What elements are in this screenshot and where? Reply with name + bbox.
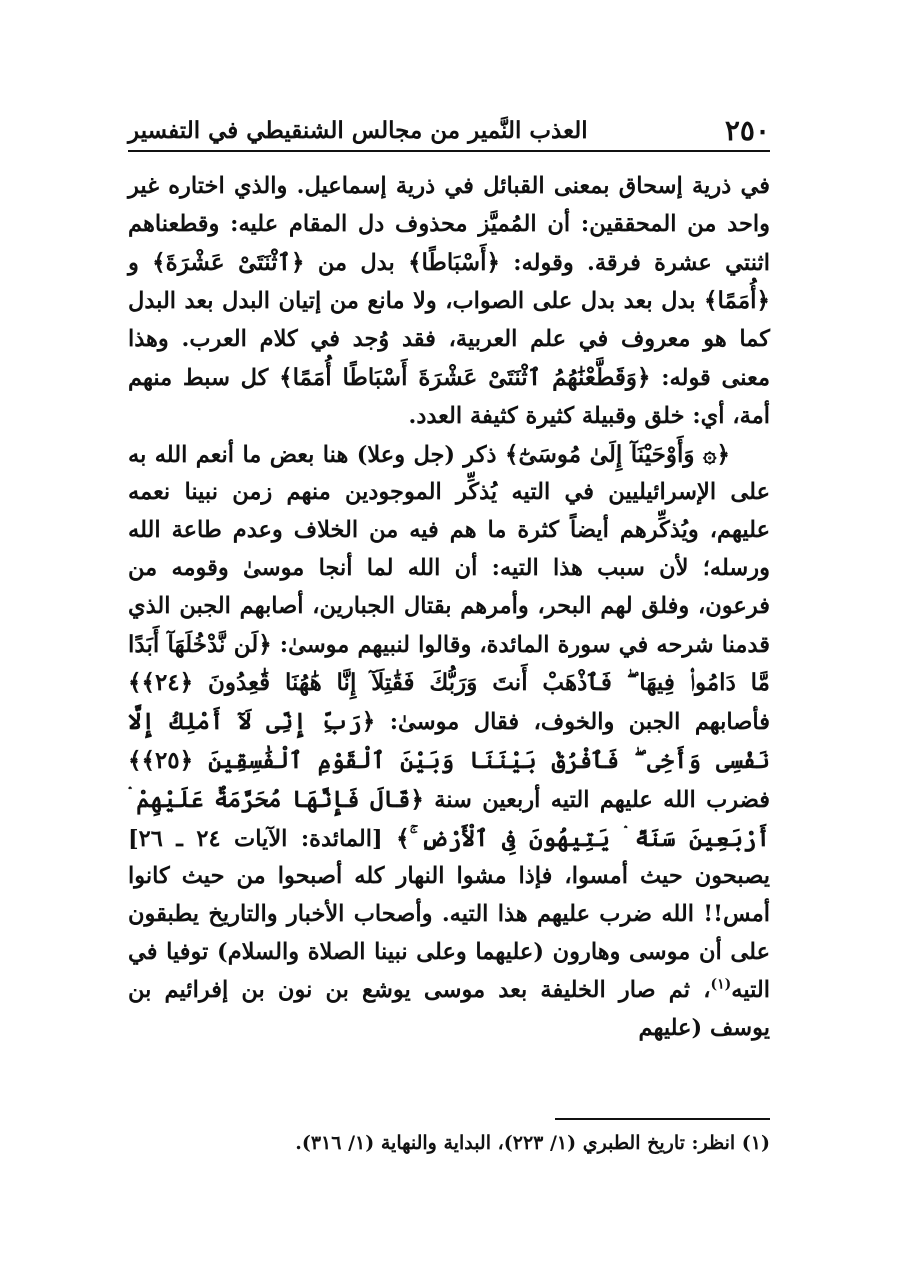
text-run: ، ثم صار الخليفة بعد موسى يوشع بن نون بن إفرائيم بن يوسف (عليهم	[128, 976, 770, 1041]
footnote-reference[interactable]: (١)	[710, 976, 732, 993]
text-run: بدل بعد بدل على الصواب، ولا مانع من إتيان البدل بعد البدل كما هو معروف في علم العربية، فقد وُجد في كلام العرب. وهذا معنى قوله:	[128, 288, 770, 391]
paragraph-1	[128, 168, 770, 436]
quran-quote: ﴿رَبِّ إِنِّى لَآ أَمْلِكُ إِلَّا نَفْسِى وَأَخِى ۖ فَٱفْرُقْ بَيْنَنَا وَبَيْنَ ٱلْقَوْمِ ٱلْفَٰسِقِينَ ﴿٢٥﴾﴾	[128, 708, 770, 774]
footnote: (١) انظر: تاريخ الطبري (١/ ٢٢٣)، البداية والنهاية (١/ ٣١٦).	[295, 1132, 770, 1154]
quran-quote: ﴿لَن نَّدْخُلَهَآ أَبَدًا مَّا دَامُوا۟ فِيهَا ۖ فَٱذْهَبْ أَنتَ وَرَبُّكَ فَقَٰتِلَآ إِنَّا هَٰهُنَا قَٰعِدُونَ ﴿٢٤﴾﴾	[128, 630, 770, 697]
quran-quote: ﴿قَالَ فَإِنَّهَا مُحَرَّمَةٌ عَلَيْهِمْ ۛ أَرْبَعِينَ سَنَةً ۛ يَتِيهُونَ فِى ٱلْأَرْضِ ۚ﴾	[128, 785, 770, 852]
quran-quote: ﴿ٱثْنَتَىْ عَشْرَةَ﴾	[152, 248, 305, 276]
body-text	[128, 168, 770, 1047]
page-number: ٢٥٠	[724, 114, 770, 147]
quran-quote: ﴿۞ وَأَوْحَيْنَآ إِلَىٰ مُوسَىٰٓ﴾	[504, 440, 730, 468]
footnote-rule	[555, 1118, 770, 1120]
paragraph-2	[128, 436, 770, 1048]
text-run: كل سبط منهم أمة، أي: خلق وقبيلة كثيرة كثيفة العدد.	[128, 364, 770, 429]
running-title: العذب النَّمير من مجالس الشنقيطي في التفسير	[128, 117, 588, 144]
text-run: في ذرية إسحاق بمعنى القبائل في ذرية إسماعيل. والذي اختاره غير واحد من المحققين: أن المُميَّز محذوف دل المقام عليه: وقطعناهم اثنتي عشرة فرقة. وقوله:	[128, 173, 771, 276]
text-run: و	[128, 249, 153, 276]
quran-quote: ﴿أَسْبَاطًا﴾	[408, 248, 500, 276]
header-rule	[128, 150, 770, 152]
text-run: فضرب الله عليهم التيه أربعين سنة	[423, 786, 770, 813]
quran-quote: ﴿وَقَطَّعْنَٰهُمُ ٱثْنَتَىْ عَشْرَةَ أَسْبَاطًا أُمَمًا﴾	[279, 363, 651, 391]
text-run: فأصابهم الجبن والخوف، فقال موسىٰ:	[375, 709, 770, 736]
text-run: بدل من	[304, 249, 409, 276]
text-run: [المائدة: الآيات ٢٤ ـ ٢٦] يصبحون حيث أمسوا، فإذا مشوا النهار كله أصبحوا من حيث كانوا أمس!! الله ضرب عليهم هذا التيه. وأصحاب الأخبار والتاريخ يطبقون على أن موسى وهارون (عليهما وعلى نبينا الصلاة والسلام) توفيا في التيه	[128, 825, 770, 1003]
quran-quote: ﴿أُمَمًا﴾	[704, 287, 770, 315]
text-run: ذكر (جل وعلا) هنا بعض ما أنعم الله به على الإسرائيليين في التيه يُذكِّر الموجودين منهم زمن نبينا نعمه عليهم، ويُذكِّرهم أيضاً كثرة ما هم فيه من الخلاف وعدم طاعة الله ورسله؛ لأن سبب هذا التيه: أن الله لما أنجا موسىٰ وقومه من فرعون، وفلق لهم البحر، وأمرهم بقتال الجبارين، أصابهم الجبن الذي قدمنا شرحه في سورة المائدة، وقالوا لنبيهم موسىٰ:	[128, 441, 770, 658]
page-header	[128, 112, 770, 146]
